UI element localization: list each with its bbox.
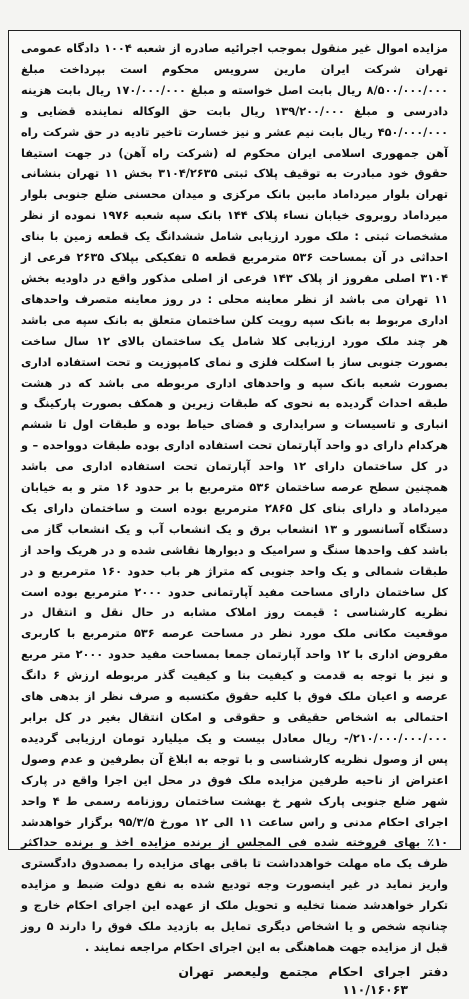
notice-footer: [21, 963, 448, 999]
legal-notice: [8, 30, 461, 997]
issuing-office: دفتر اجرای احکام مجتمع ولیعصر تهران: [178, 963, 448, 979]
notice-body: مزایده اموال غیر منقول بموجب اجرائیه صادره از شعبه ۱۰۰۴ دادگاه عمومی تهران شرکت ایران مارین سرویس محکوم است بپرداخت مبلغ ۸/۵۰۰/۰۰۰/۰۰۰ ریال بابت اصل خواسته و مبلغ ۱۷۰/۰۰۰/۰۰۰ ریال بابت هزینه دادرسی و مبلغ ۱۳۹/۲۰۰/۰۰۰ ریال بابت حق الوکاله نماینده قضایی و ۴۵۰/۰۰۰/۰۰۰ ریال بابت نیم عشر و نیز خسارت تاخیر تادیه در حق شرکت راه آهن جمهوری اسلامی ایران محکوم له (شرکت راه آهن) در جهت استیفا حقوق خود مبادرت به توقیف پلاک ثبتی ۳۱۰۴/۲۶۳۵ بخش ۱۱ تهران بنشانی تهران بلوار میرداماد مابین بانک مرکزی و میدان محسنی ضلع جنوبی بلوار میرداماد روبروی خیابان نساء پلاک ۱۴۴ بانک سپه شعبه ۱۹۷۶ نموده از نظر مشخصات ثبتی : ملک مورد ارزیابی شامل ششدانگ یک قطعه زمین با بنای احداثی در آن بمساحت ۵۳۶ مترمربع قطعه ۵ تفکیکی بپلاک ۲۶۳۵ فرعی از ۳۱۰۴ اصلی مفروز از پلاک ۱۴۳ فرعی از اصلی مذکور واقع در داودیه بخش ۱۱ تهران می باشد از نظر معاینه محلی : در روز معاینه متصرف واحدهای اداری مربوط به بانک سپه رویت کلن ساختمان متعلق به بانک سپه می باشد هر چند ملک مورد ارزیابی کلا شامل یک ساختمان بالای ۱۲ سال ساخت بصورت جنوبی ساز با اسکلت فلزی و نمای کامپوزیت و تحت استفاده اداری بصورت شعبه بانک سپه و واحدهای اداری مربوطه می باشد که در هشت طبقه احداث گردیده به نحوی که طبقات زیرین و همکف بصورت پارکینگ و انباری و تاسیسات و سرایداری و فضای حیاط بوده و طبقات اول تا ششم هرکدام دارای دو واحد آپارتمان تحت استفاده اداری بوده طبقات دوواحده – و در کل ساختمان دارای ۱۲ واحد آپارتمان تحت استفاده اداری می باشد همچنین سطح عرصه ساختمان ۵۳۶ مترمربع با بر حدود ۱۶ متر و به خیابان میرداماد و دارای بنای کل ۲۸۶۵ مترمربع بوده است و ساختمان دارای یک دستگاه آسانسور و ۱۳ انشعاب برق و یک انشعاب آب و یک انشعاب گاز می باشد کف واحدها سنگ و سرامیک و دیوارها نقاشی شده و در هریک واحد از طبقات شمالی و یک واحد جنوبی که متراژ هر باب حدود ۱۶۰ مترمربع و در کل ساختمان دارای مساحت مفید آپارتمانی حدود ۲۰۰۰ مترمربع بوده است نظریه کارشناسی : قیمت روز املاک مشابه در حال نقل و انتقال در موقعیت مکانی ملک مورد نظر در مساحت عرصه ۵۳۶ مترمربع با کاربری مفروض اداری با ۱۲ واحد آپارتمان جمعا بمساحت مفید حدود ۲۰۰۰ متر مربع و نیز با توجه به قدمت و کیفیت بنا و کیفیت گذر مربوطه ارزش ۶ دانگ عرصه و اعیان ملک فوق با کلیه حقوق مکتسبه و صرف نظر از بدهی های احتمالی به اشخاص حقیقی و حقوقی و امکان انتقال بغیر در کل برابر ۲۱۰/۰۰۰/۰۰۰/۰۰۰/- ریال معادل بیست و یک میلیارد تومان ارزیابی گردیده پس از وصول نظریه کارشناسی و با توجه به ابلاغ آن بطرفین و عدم وصول اعتراض از ناحیه طرفین مزایده ملک فوق در محل این اجرا واقع در پارک شهر ضلع جنوبی پارک شهر خ بهشت ساختمان روزنامه رسمی ط ۴ واحد اجرای احکام مدنی و راس ساعت ۱۱ الی ۱۲ مورخ ۹۵/۳/۵ برگزار خواهدشد ۱۰٪ بهای فروخته شده فی المجلس از برنده مزایده اخذ و برنده حداکثر ظرف یک ماه مهلت خواهدداشت تا باقی بهای مزایده را بمصدوق دادگستری واریز نماید در غیر اینصورت وجه تودیع شده به نفع دولت ضبط و مزایده تکرار خواهدشد ضمنا تخلیه و تحویل ملک از عهده این اجرای احکام خارج و چنانچه شخص و یا اشخاص دیگری تمایل به بازدید ملک فوق را دارند ۵ روز قبل از مزایده جهت هماهنگی به این اجرای احکام مراجعه نمایند .: [21, 42, 449, 954]
notice-code: ۱۱۰/۱۶۰۶۳: [342, 981, 408, 997]
